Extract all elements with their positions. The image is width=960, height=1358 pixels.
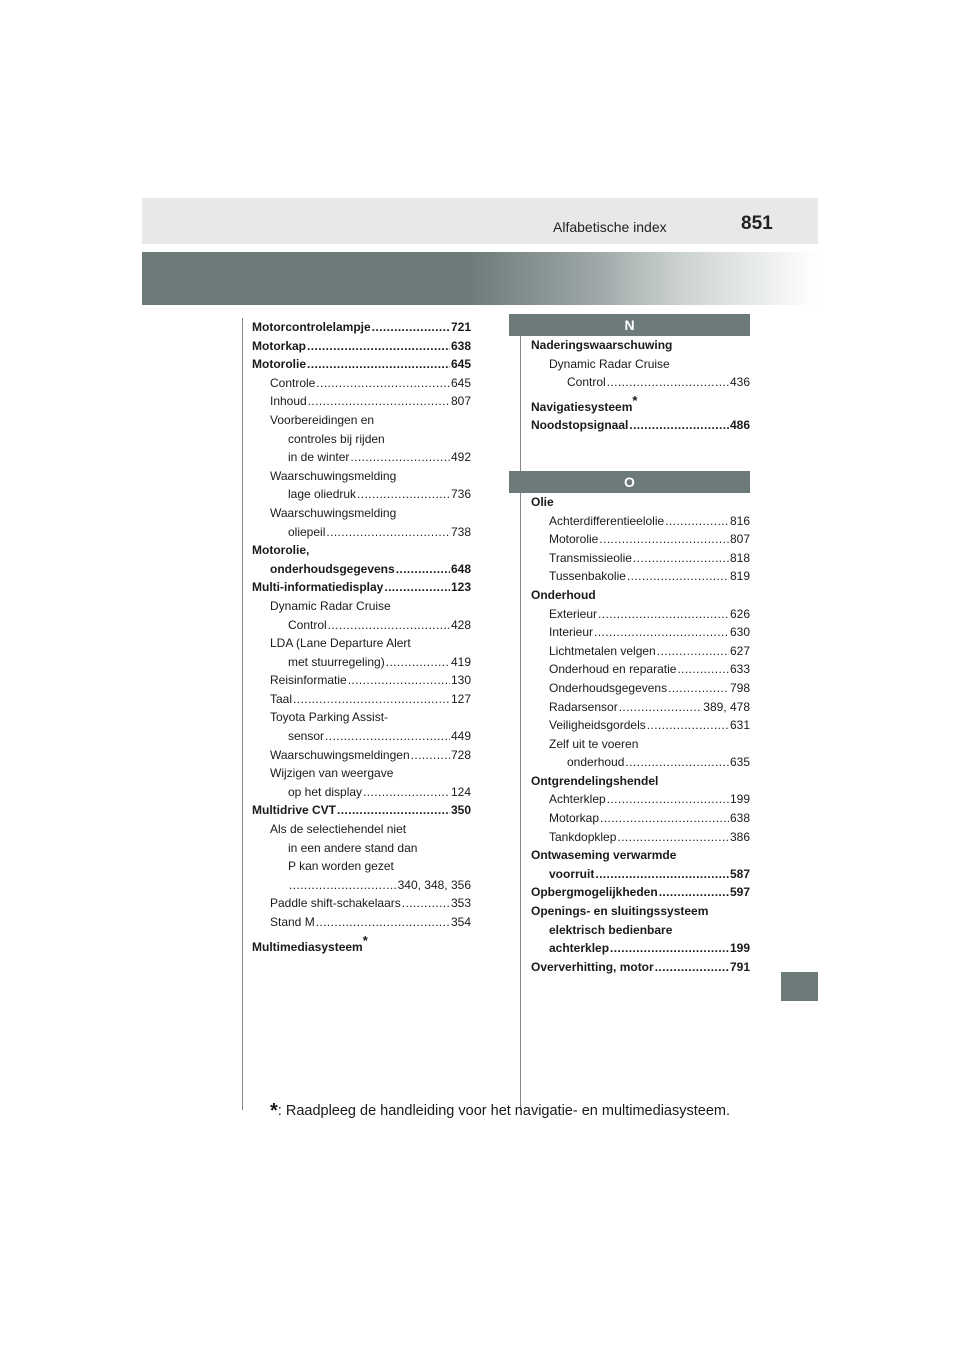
index-entry-text [252, 839, 471, 858]
letter-heading: O [509, 471, 750, 493]
entry-term: Naderingswaarschuwing [531, 338, 673, 352]
entry-term: Multimediasysteem [252, 939, 363, 954]
entry-page-ref: 633 [729, 662, 750, 677]
entry-term: Tussenbakolie [549, 569, 626, 584]
index-entry [531, 623, 750, 642]
entry-term: Transmissieolie [549, 550, 632, 565]
entry-page-ref: 807 [729, 532, 750, 547]
index-entry [531, 716, 750, 735]
entry-term: Motorolie [549, 532, 599, 547]
entry-term: Taal [270, 691, 293, 706]
index-entry [252, 913, 471, 932]
middle-column-rule [520, 318, 521, 1110]
entry-page-ref: 635 [729, 755, 750, 770]
index-entry [252, 690, 471, 709]
entry-page-ref: 807 [450, 394, 471, 409]
index-entry [531, 753, 750, 772]
footnote-text: : Raadpleeg de handleiding voor het navigatie- en multimediasysteem. [277, 1103, 730, 1119]
index-entry [252, 801, 471, 820]
entry-page-ref: 130 [450, 673, 471, 688]
entry-term: Paddle shift-schakelaars [270, 896, 401, 911]
entry-page-ref: 627 [729, 643, 750, 658]
index-entry [252, 485, 471, 504]
leader-dots [610, 939, 729, 958]
leader-dots [677, 660, 729, 679]
index-entry [252, 318, 471, 337]
leader-dots [316, 913, 450, 932]
index-column-left [252, 318, 471, 956]
index-entry [252, 355, 471, 374]
index-entry [531, 958, 750, 977]
index-entry [531, 373, 750, 392]
index-entry-text [531, 355, 750, 374]
index-entry-text [531, 586, 750, 605]
index-entry [531, 809, 750, 828]
index-entry-text [252, 764, 471, 783]
entry-page-ref: 587 [729, 866, 750, 881]
entry-page-ref: 386 [729, 829, 750, 844]
index-entry-text [531, 735, 750, 754]
footnote-asterisk: * [270, 1100, 278, 1122]
entry-term: Radarsensor [549, 699, 618, 714]
footnote-marker: * [632, 392, 638, 408]
leader-dots [659, 883, 729, 902]
entry-term: Onderhoudsgegevens [549, 680, 668, 695]
chapter-side-tab [781, 972, 818, 1001]
entry-term: Voorbereidingen en [270, 412, 375, 427]
entry-term: Controle [270, 375, 316, 390]
entry-term: Wijzigen van weergave [270, 766, 394, 781]
entry-term: Multidrive CVT [252, 803, 337, 818]
entry-term: Oververhitting, motor [531, 959, 654, 974]
index-entry [252, 337, 471, 356]
index-entry [531, 549, 750, 568]
entry-page-ref: 631 [729, 718, 750, 733]
leader-dots [328, 616, 450, 635]
entry-term: Interieur [549, 625, 594, 640]
index-entry [252, 560, 471, 579]
chapter-gradient-band [142, 252, 818, 305]
entry-page-ref: 626 [729, 606, 750, 621]
entry-page-ref: 738 [450, 524, 471, 539]
entry-page-ref: 791 [729, 959, 750, 974]
entry-term: Onderhoud [531, 587, 596, 602]
section-gap [531, 435, 750, 471]
leader-dots [617, 828, 729, 847]
entry-term: Achterdifferentieelolie [549, 513, 665, 528]
index-entry [252, 523, 471, 542]
leader-dots [307, 355, 450, 374]
letter-heading: N [509, 314, 750, 336]
entry-page-ref: 721 [450, 320, 471, 334]
leader-dots [657, 642, 729, 661]
index-entry [252, 894, 471, 913]
leader-dots [607, 373, 729, 392]
leader-dots [595, 865, 729, 884]
entry-page-ref: 728 [450, 747, 471, 762]
entry-term: Motorolie [252, 357, 306, 372]
entry-term: Dynamic Radar Cruise [549, 356, 670, 371]
entry-page-ref: 199 [729, 941, 750, 956]
entry-term: op het display [288, 784, 363, 799]
entry-term: Inhoud [270, 394, 307, 409]
leader-dots [633, 549, 729, 568]
leader-dots [326, 523, 450, 542]
entry-term: Noodstopsignaal [531, 418, 629, 433]
entry-page-ref: 340, 348, 356 [397, 877, 471, 892]
leader-dots [357, 485, 450, 504]
entry-term: onderhoudsgegevens [270, 561, 395, 576]
entry-term: Reisinformatie [270, 673, 347, 688]
entry-page-ref: 199 [729, 792, 750, 807]
index-entry [252, 653, 471, 672]
entry-term: Opbergmogelijkheden [531, 885, 658, 900]
index-entry [531, 660, 750, 679]
entry-term: in een andere stand dan [288, 840, 418, 855]
entry-term: Olie [531, 494, 554, 509]
entry-page-ref: 123 [450, 580, 471, 595]
index-entry-text [252, 467, 471, 486]
index-entry-text [252, 634, 471, 653]
index-entry [531, 605, 750, 624]
entry-page-ref: 597 [729, 885, 750, 900]
entry-page-ref: 816 [729, 513, 750, 528]
entry-term: Openings- en sluitingssysteem [531, 904, 709, 919]
leader-dots [627, 567, 729, 586]
leader-dots [619, 698, 703, 717]
entry-term: sensor [288, 729, 325, 744]
entry-page-ref: 436 [729, 375, 750, 390]
entry-term: controles bij rijden [288, 431, 385, 446]
leader-dots [325, 727, 450, 746]
entry-term: Motorcontrolelampje [252, 320, 371, 334]
leader-dots [599, 530, 729, 549]
index-entry [531, 939, 750, 958]
index-entry-text [252, 597, 471, 616]
entry-term: Waarschuwingsmelding [270, 505, 397, 520]
entry-page-ref: 492 [450, 450, 471, 465]
entry-term: Waarschuwingsmelding [270, 468, 397, 483]
entry-page-ref: 630 [729, 625, 750, 640]
index-entry-text [531, 392, 750, 417]
leader-dots [363, 783, 450, 802]
index-entry-text [252, 708, 471, 727]
entry-term: voorruit [549, 866, 595, 881]
entry-term: Ontgrendelingshendel [531, 773, 659, 788]
entry-term: oliepeil [288, 524, 326, 539]
leader-dots [384, 578, 450, 597]
index-entry-text [531, 902, 750, 921]
entry-term: achterklep [549, 941, 610, 956]
index-entry-text [531, 921, 750, 940]
entry-page-ref: 419 [450, 654, 471, 669]
leader-dots [655, 958, 729, 977]
entry-term: Motorkap [252, 338, 306, 353]
index-entry-text [531, 336, 750, 355]
entry-page-ref: 124 [450, 784, 471, 799]
leader-dots [289, 876, 397, 895]
entry-term: P kan worden gezet [288, 859, 394, 874]
entry-page-ref: 648 [450, 561, 471, 576]
leader-dots [348, 671, 450, 690]
entry-term: Exterieur [549, 606, 598, 621]
index-entry [252, 448, 471, 467]
entry-term: onderhoud [567, 755, 625, 770]
index-entry-text [252, 411, 471, 430]
leader-dots [402, 894, 450, 913]
entry-term: Onderhoud en reparatie [549, 662, 677, 677]
index-entry-text [252, 857, 471, 876]
entry-term: Control [567, 375, 606, 390]
entry-page-ref: 638 [450, 338, 471, 353]
entry-term: lage oliedruk [288, 487, 357, 502]
leader-dots [386, 653, 450, 672]
entry-term: Waarschuwingsmeldingen [270, 747, 410, 762]
leader-dots [629, 416, 729, 435]
leader-dots [316, 374, 450, 393]
entry-page-ref: 819 [729, 569, 750, 584]
page-number: 851 [741, 213, 773, 234]
entry-page-ref: 428 [450, 617, 471, 632]
entry-term: Multi-informatiedisplay [252, 580, 384, 595]
entry-page-ref: 798 [729, 680, 750, 695]
index-entry [531, 698, 750, 717]
entry-page-ref: 389, 478 [703, 699, 750, 714]
entry-page-ref: 736 [450, 487, 471, 502]
index-entry [531, 416, 750, 435]
index-entry [252, 616, 471, 635]
entry-term: Toyota Parking Assist- [270, 710, 389, 725]
left-column-rule [242, 318, 243, 1110]
leader-dots [647, 716, 729, 735]
index-entry-text [252, 430, 471, 449]
index-entry-text [252, 504, 471, 523]
leader-dots [668, 679, 729, 698]
index-entry [531, 642, 750, 661]
index-entry [531, 790, 750, 809]
leader-dots [594, 623, 729, 642]
index-entry [531, 865, 750, 884]
section-title: Alfabetische index [553, 219, 667, 235]
entry-term: Achterklep [549, 792, 606, 807]
leader-dots [665, 512, 729, 531]
entry-term: Zelf uit te voeren [549, 736, 639, 751]
entry-page-ref: 638 [729, 811, 750, 826]
index-entry [531, 679, 750, 698]
header-band [142, 198, 818, 244]
leader-dots [372, 318, 450, 337]
entry-page-ref: 645 [450, 375, 471, 390]
entry-term: Navigatiesysteem [531, 399, 633, 414]
leader-dots [308, 392, 450, 411]
entry-term: in de winter [288, 450, 350, 465]
entry-page-ref: 645 [450, 357, 471, 372]
index-entry [252, 671, 471, 690]
entry-page-ref: 350 [450, 803, 471, 818]
leader-dots [598, 605, 729, 624]
entry-term: Dynamic Radar Cruise [270, 598, 391, 613]
index-entry-text [252, 932, 471, 957]
index-entry-text [531, 772, 750, 791]
index-entry-text [531, 846, 750, 865]
index-entry [531, 567, 750, 586]
index-entry [531, 512, 750, 531]
entry-term: Stand M [270, 915, 315, 929]
index-entry-text [531, 493, 750, 512]
entry-page-ref: 354 [450, 915, 471, 929]
entry-term: Motorkap [549, 811, 600, 826]
entry-term: Tankdopklep [549, 829, 617, 844]
index-entry-text [252, 820, 471, 839]
entry-term: Motorolie, [252, 543, 310, 558]
index-entry [252, 876, 471, 895]
leader-dots [307, 337, 450, 356]
entry-page-ref: 486 [729, 418, 750, 433]
leader-dots [600, 809, 729, 828]
entry-page-ref: 449 [450, 729, 471, 744]
entry-term: Ontwaseming verwarmde [531, 848, 677, 863]
index-column-right [531, 314, 750, 976]
leader-dots [396, 560, 450, 579]
index-entry [531, 828, 750, 847]
footnote [270, 1100, 730, 1123]
leader-dots [350, 448, 450, 467]
index-entry [531, 883, 750, 902]
index-entry [252, 374, 471, 393]
leader-dots [607, 790, 729, 809]
entry-term: Control [288, 617, 327, 632]
leader-dots [337, 801, 450, 820]
index-entry [531, 530, 750, 549]
index-entry [252, 746, 471, 765]
index-entry [252, 727, 471, 746]
entry-page-ref: 353 [450, 896, 471, 911]
entry-term: Veiligheidsgordels [549, 718, 646, 733]
entry-page-ref: 127 [450, 691, 471, 706]
entry-term: Als de selectiehendel niet [270, 822, 407, 837]
index-entry-text [252, 541, 471, 560]
index-entry [252, 392, 471, 411]
leader-dots [293, 690, 450, 709]
footnote-marker: * [362, 932, 368, 948]
leader-dots [411, 746, 450, 765]
entry-term: elektrisch bedienbare [549, 922, 673, 937]
entry-term: LDA (Lane Departure Alert [270, 636, 411, 651]
entry-page-ref: 818 [729, 550, 750, 565]
entry-term: met stuurregeling) [288, 654, 385, 669]
index-entry [252, 578, 471, 597]
entry-term: Lichtmetalen velgen [549, 643, 656, 658]
leader-dots [625, 753, 729, 772]
index-entry [252, 783, 471, 802]
